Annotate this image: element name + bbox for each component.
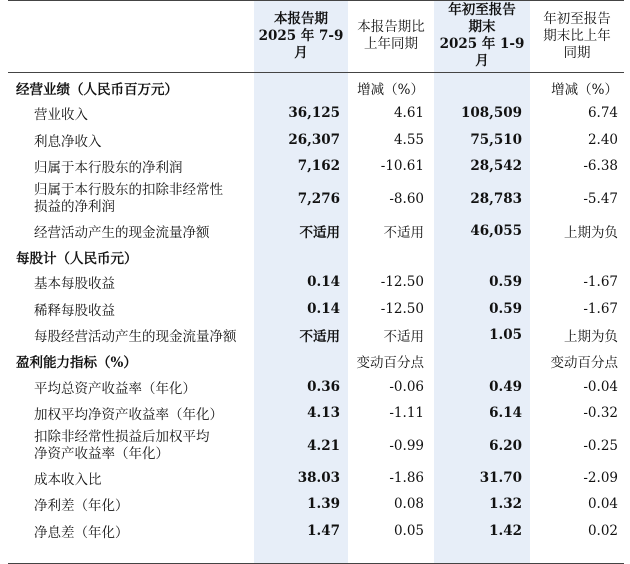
current-period-change: 4.61: [393, 105, 424, 122]
section-header-row: [8, 349, 624, 374]
current-period-change: 0.05: [393, 522, 424, 539]
row-label: 每股经营活动产生的现金流量净额: [34, 329, 237, 346]
header-ytd: 年初至报告 期末 2025 年 1-9 月: [439, 2, 525, 69]
row-label: 营业收入: [34, 107, 88, 124]
ytd-change: 0.04: [587, 496, 618, 513]
ytd-value: 1.42: [489, 522, 522, 539]
current-period-value: 36,125: [288, 105, 340, 122]
current-period-change: -12.50: [380, 300, 424, 317]
ytd-change: -6.38: [583, 158, 618, 175]
ytd-value: 28,783: [470, 190, 522, 207]
current-period-value: 4.21: [307, 437, 340, 454]
table-row: [8, 465, 624, 492]
current-period-change: -0.06: [389, 378, 424, 395]
ytd-change: [522, 244, 618, 269]
current-period-value: 38.03: [297, 469, 340, 486]
ytd-value: 6.20: [489, 437, 522, 454]
current-period-value: 不适用: [299, 224, 340, 241]
section-header-row: [8, 75, 624, 100]
current-period-change: -10.61: [380, 158, 424, 175]
current-period-value: [246, 75, 340, 100]
current-period-change: 4.55: [393, 131, 424, 148]
table-row: [8, 296, 624, 323]
current-period-value: 0.36: [307, 378, 340, 395]
current-period-change: -1.86: [389, 469, 424, 486]
ytd-value: [426, 349, 522, 374]
current-period-value: 4.13: [307, 405, 340, 422]
section-header-row: [8, 244, 624, 269]
row-label: 成本收入比: [34, 471, 102, 488]
ytd-change: 0.02: [587, 522, 618, 539]
ytd-change: -2.09: [583, 469, 618, 486]
row-label: 净息差（年化）: [34, 524, 129, 541]
current-period-change: 0.08: [393, 496, 424, 513]
ytd-change: -5.47: [583, 190, 618, 207]
row-label: 归属于本行股东的净利润: [34, 160, 183, 177]
ytd-value: 0.59: [489, 300, 522, 317]
header-ytd-yoy: 年初至报告 期末比上年 同期: [543, 10, 611, 61]
header-current-period: 本报告期 2025 年 7-9 月: [258, 10, 344, 61]
row-label: 稀释每股收益: [34, 302, 115, 319]
current-period-change: [340, 244, 424, 269]
row-label: 基本每股收益: [34, 276, 115, 293]
header-current-period-yoy: 本报告期比 上年同期: [357, 19, 425, 52]
row-label: 经营业绩（人民币百万元）: [16, 81, 178, 98]
table-row: [8, 180, 624, 218]
ytd-change: 上期为负: [564, 224, 618, 241]
current-period-change: -0.99: [389, 437, 424, 454]
current-period-value: 1.39: [307, 496, 340, 513]
ytd-value: 1.32: [489, 496, 522, 513]
current-period-value: 1.47: [307, 522, 340, 539]
table-row: [8, 153, 624, 180]
ytd-change: -0.04: [583, 378, 618, 395]
ytd-change: 上期为负: [564, 329, 618, 346]
current-period-value: 不适用: [299, 329, 340, 346]
table-row: [8, 374, 624, 401]
table-row: [8, 400, 624, 427]
current-period-change: -12.50: [380, 274, 424, 291]
current-period-change: 不适用: [383, 224, 424, 241]
ytd-change: -0.25: [583, 437, 618, 454]
current-period-value: 7,276: [297, 190, 340, 207]
ytd-change: 变动百分点: [550, 355, 618, 371]
current-period-value: 0.14: [307, 300, 340, 317]
ytd-value: [426, 244, 522, 269]
current-period-value: 26,307: [288, 131, 340, 148]
table-row: [8, 491, 624, 518]
ytd-value: 0.49: [489, 378, 522, 395]
table-row: [8, 100, 624, 127]
current-period-change: 不适用: [383, 329, 424, 346]
ytd-value: 28,542: [470, 158, 522, 175]
ytd-change: -0.32: [583, 405, 618, 422]
current-period-value: 7,162: [297, 158, 340, 175]
current-period-value: [246, 349, 340, 374]
row-label: 经营活动产生的现金流量净额: [34, 224, 210, 241]
table-row: [8, 322, 624, 349]
table-row: [8, 269, 624, 296]
row-label: 盈利能力指标（%）: [16, 355, 137, 371]
row-label: 加权平均净资产收益率（年化）: [34, 407, 223, 424]
table-row: [8, 427, 624, 465]
ytd-value: 31.70: [479, 469, 522, 486]
ytd-change: 6.74: [587, 105, 618, 122]
current-period-change: 变动百分点: [356, 355, 424, 371]
row-label: 平均总资产收益率（年化）: [34, 380, 196, 397]
ytd-value: 0.59: [489, 274, 522, 291]
ytd-change: 2.40: [587, 131, 618, 148]
ytd-value: 108,509: [460, 105, 522, 122]
row-label: 利息净收入: [34, 133, 102, 150]
current-period-change: 增减（%）: [357, 81, 424, 98]
current-period-value: [246, 244, 340, 269]
current-period-value: 0.14: [307, 274, 340, 291]
row-label: 净利差（年化）: [34, 498, 129, 515]
current-period-change: -8.60: [389, 190, 424, 207]
ytd-value: 46,055: [470, 222, 522, 239]
ytd-change: -1.67: [583, 300, 618, 317]
ytd-value: 1.05: [489, 327, 522, 344]
ytd-change: 增减（%）: [551, 81, 618, 98]
row-label: 扣除非经常性损益后加权平均 净资产收益率（年化）: [34, 428, 210, 462]
row-label: 归属于本行股东的扣除非经常性 损益的净利润: [34, 181, 223, 215]
ytd-value: 75,510: [470, 131, 522, 148]
ytd-value: [426, 75, 522, 100]
table-row: [8, 127, 624, 154]
header-bottom-rule: [8, 72, 624, 73]
table-row: [8, 218, 624, 245]
row-label: 每股计（人民币元）: [16, 250, 138, 267]
table-row: [8, 518, 624, 545]
ytd-change: -1.67: [583, 274, 618, 291]
ytd-value: 6.14: [489, 405, 522, 422]
current-period-change: -1.11: [389, 405, 424, 422]
